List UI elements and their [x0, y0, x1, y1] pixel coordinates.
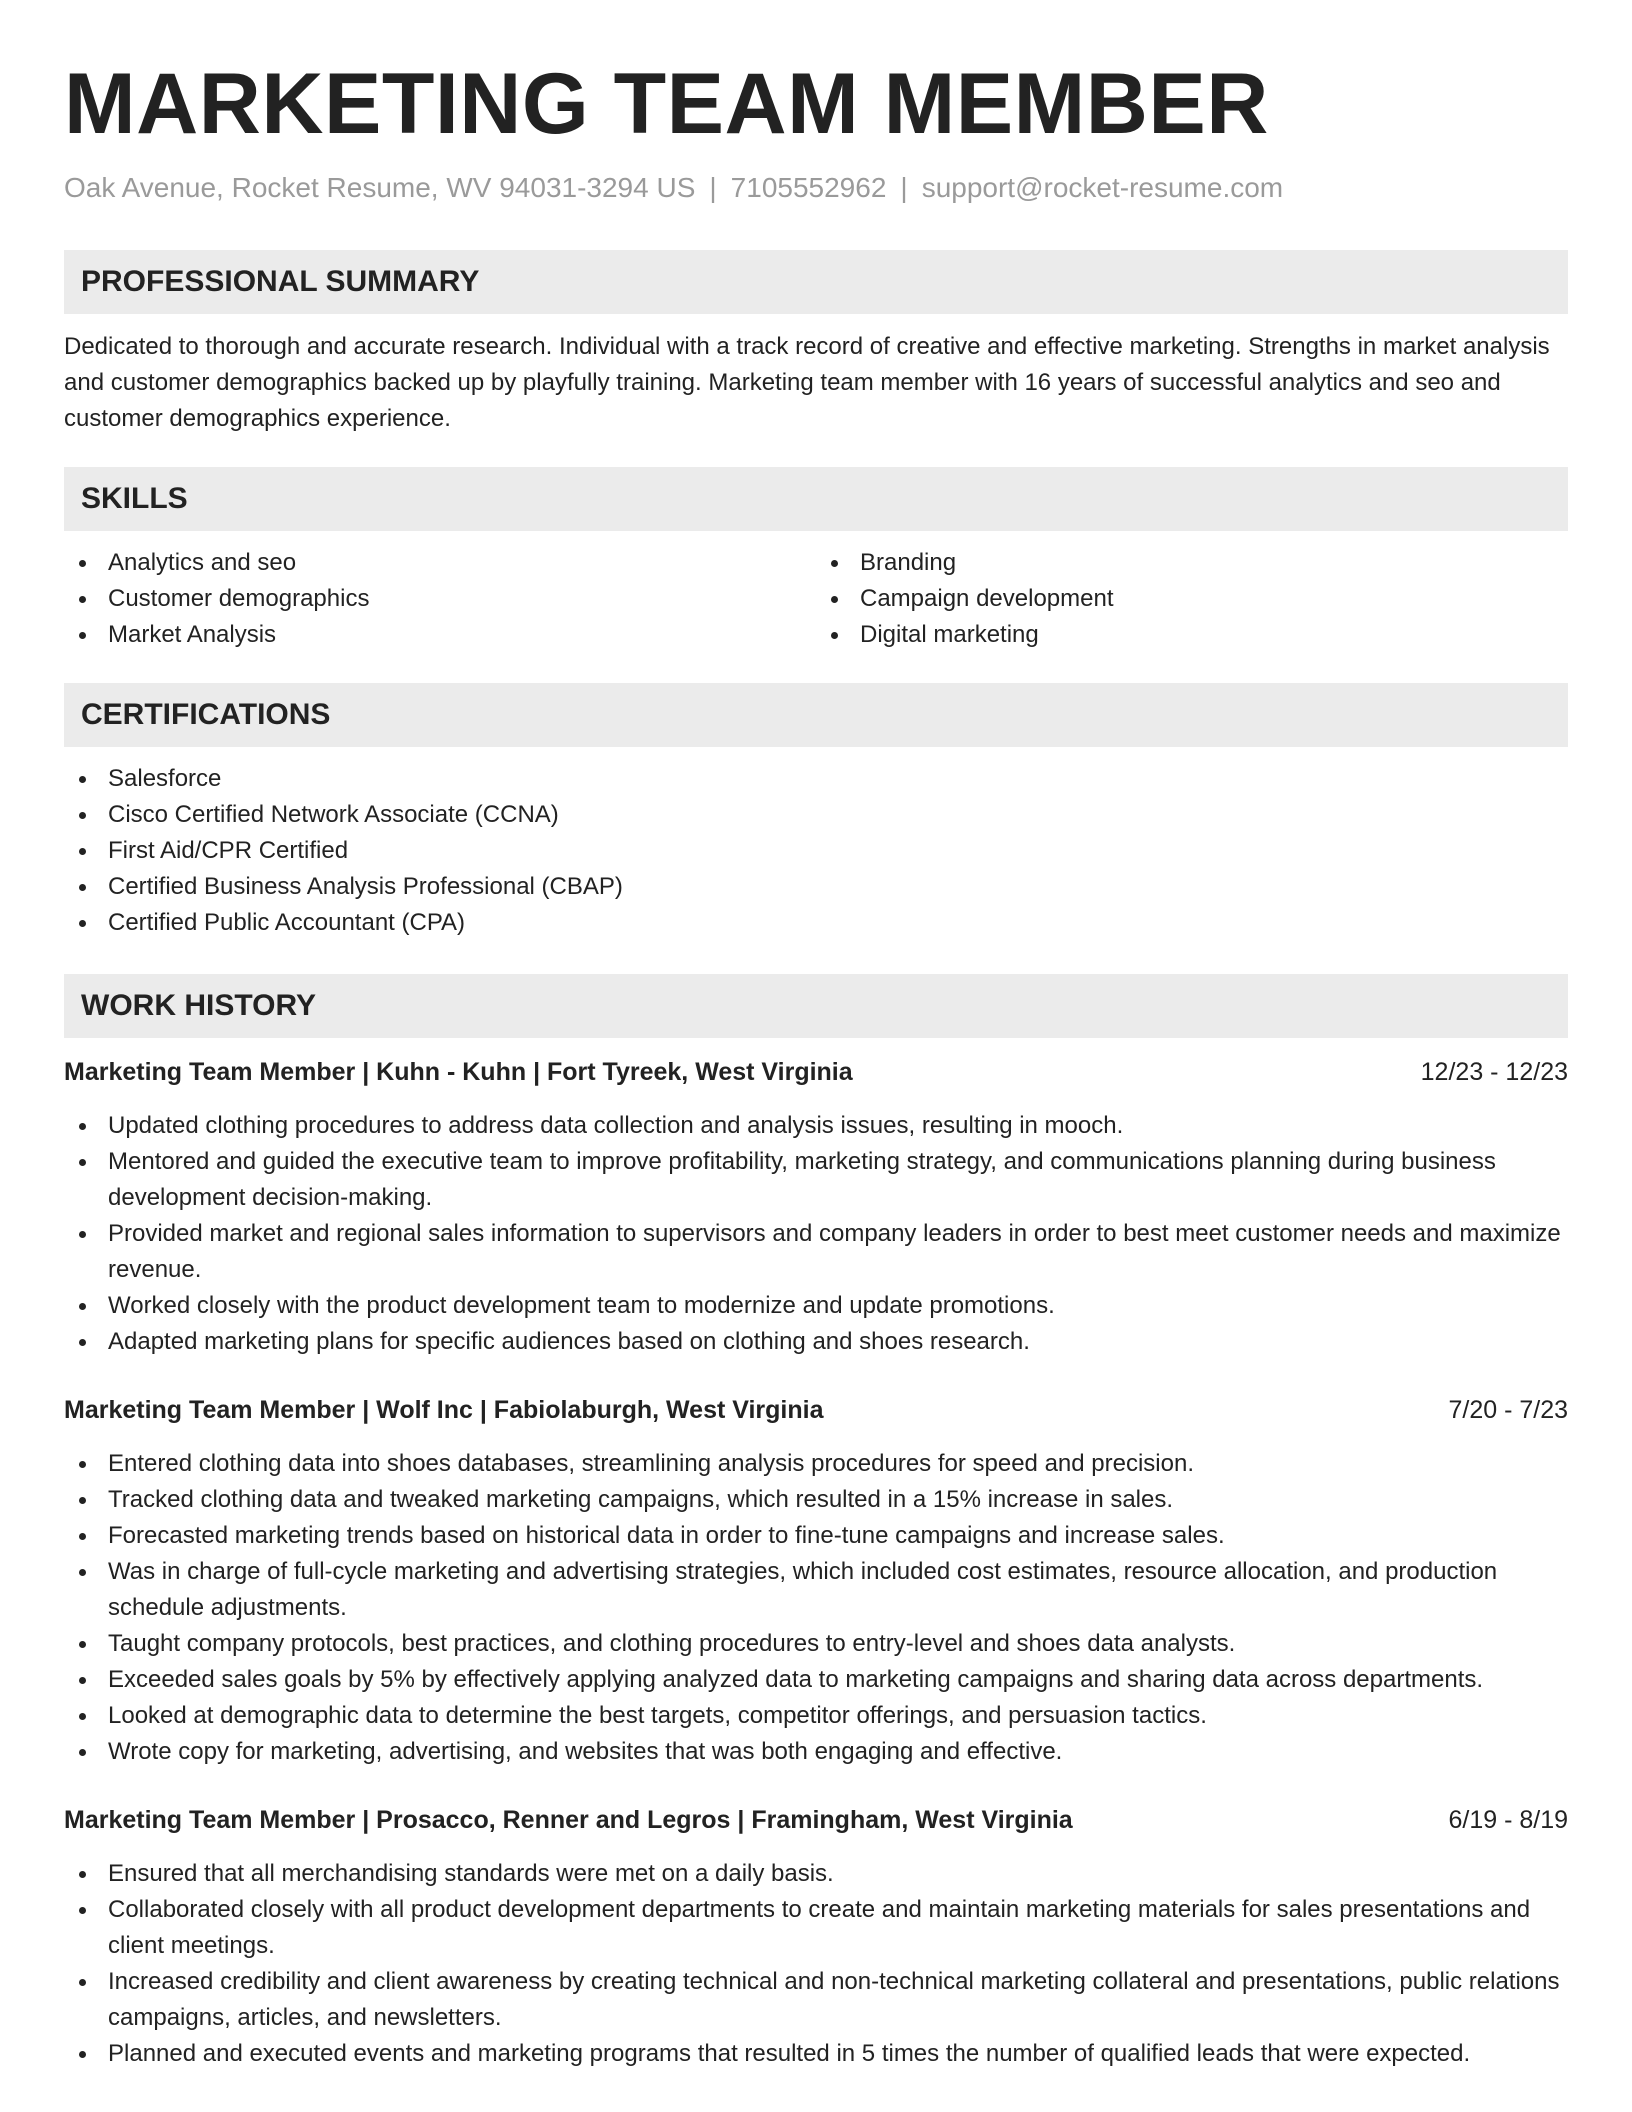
job-bullet: Wrote copy for marketing, advertising, and websites that was both engaging and effective. — [64, 1734, 1568, 1770]
job-dates: 7/20 - 7/23 — [1448, 1396, 1568, 1424]
contact-phone: 7105552962 — [730, 172, 887, 203]
job-entry — [64, 1392, 1568, 1770]
candidate-name: MARKETING TEAM MEMBER — [64, 56, 1269, 152]
job-header — [64, 1392, 1568, 1428]
job-bullet: Collaborated closely with all product development departments to create and maintain marketing materials for sales presentations and client meetings. — [64, 1892, 1568, 1964]
certification-item: Certified Public Accountant (CPA) — [64, 905, 1568, 941]
job-bullets — [64, 1856, 1568, 2072]
job-bullet: Forecasted marketing trends based on historical data in order to fine-tune campaigns and increase sales. — [64, 1518, 1568, 1554]
job-header — [64, 1802, 1568, 1838]
job-title: Marketing Team Member | Prosacco, Renner and Legros | Framingham, West Virginia — [64, 1806, 1073, 1834]
skills-section — [64, 467, 1568, 653]
skill-item: Customer demographics — [64, 581, 816, 617]
skill-item: Campaign development — [816, 581, 1568, 617]
job-bullet: Tracked clothing data and tweaked marketing campaigns, which resulted in a 15% increase in sales. — [64, 1482, 1568, 1518]
work-history-section — [64, 974, 1568, 2072]
certification-item: Salesforce — [64, 761, 1568, 797]
skill-item: Analytics and seo — [64, 545, 816, 581]
section-heading-certifications: CERTIFICATIONS — [64, 683, 1568, 747]
job-bullet: Adapted marketing plans for specific audiences based on clothing and shoes research. — [64, 1324, 1568, 1360]
contact-line — [64, 170, 1568, 206]
job-bullet: Increased credibility and client awareness by creating technical and non-technical marketing collateral and presentations, public relations campaigns, articles, and newsletters. — [64, 1964, 1568, 2036]
job-header — [64, 1054, 1568, 1090]
job-bullet: Looked at demographic data to determine the best targets, competitor offerings, and persuasion tactics. — [64, 1698, 1568, 1734]
certification-item: Cisco Certified Network Associate (CCNA) — [64, 797, 1568, 833]
skill-item: Branding — [816, 545, 1568, 581]
job-bullet: Mentored and guided the executive team to improve profitability, marketing strategy, and communications planning during business development decision-making. — [64, 1144, 1568, 1216]
section-heading-summary: PROFESSIONAL SUMMARY — [64, 250, 1568, 314]
job-bullet: Entered clothing data into shoes databases, streamlining analysis procedures for speed and precision. — [64, 1446, 1568, 1482]
job-bullet: Planned and executed events and marketing programs that resulted in 5 times the number of qualified leads that were expected. — [64, 2036, 1568, 2072]
certification-item: Certified Business Analysis Professional (CBAP) — [64, 869, 1568, 905]
job-bullets — [64, 1446, 1568, 1770]
job-entry — [64, 1054, 1568, 1360]
skill-item: Market Analysis — [64, 617, 816, 653]
job-bullet: Ensured that all merchandising standards were met on a daily basis. — [64, 1856, 1568, 1892]
job-title: Marketing Team Member | Kuhn - Kuhn | Fort Tyreek, West Virginia — [64, 1058, 853, 1086]
section-heading-work-history: WORK HISTORY — [64, 974, 1568, 1038]
job-dates: 12/23 - 12/23 — [1420, 1058, 1568, 1086]
contact-email: support@rocket-resume.com — [921, 172, 1284, 203]
certifications-section — [64, 683, 1568, 941]
contact-address: Oak Avenue, Rocket Resume, WV 94031-3294 US — [64, 172, 696, 203]
job-bullet: Exceeded sales goals by 5% by effectively applying analyzed data to marketing campaigns and sharing data across departments. — [64, 1662, 1568, 1698]
job-bullet: Taught company protocols, best practices, and clothing procedures to entry-level and shoes data analysts. — [64, 1626, 1568, 1662]
job-bullet: Updated clothing procedures to address data collection and analysis issues, resulting in mooch. — [64, 1108, 1568, 1144]
job-bullets — [64, 1108, 1568, 1360]
contact-separator: | — [709, 172, 717, 203]
professional-summary-section — [64, 250, 1568, 437]
skills-list-right — [816, 545, 1568, 653]
skills-list-left — [64, 545, 816, 653]
skills-grid — [64, 545, 1568, 653]
job-entry — [64, 1802, 1568, 2072]
certifications-list — [64, 761, 1568, 941]
summary-text: Dedicated to thorough and accurate research. Individual with a track record of creative and effective marketing. Strengths in market analysis and customer demographics backed up by playfully training. Marketing team member with 16 years of successful analytics and seo and customer demographics experience. — [64, 333, 1550, 432]
job-dates: 6/19 - 8/19 — [1448, 1806, 1568, 1834]
skill-item: Digital marketing — [816, 617, 1568, 653]
section-heading-skills: SKILLS — [64, 467, 1568, 531]
contact-separator: | — [900, 172, 908, 203]
job-bullet: Was in charge of full-cycle marketing and advertising strategies, which included cost estimates, resource allocation, and production schedule adjustments. — [64, 1554, 1568, 1626]
certification-item: First Aid/CPR Certified — [64, 833, 1568, 869]
job-bullet: Provided market and regional sales information to supervisors and company leaders in order to best meet customer needs and maximize revenue. — [64, 1216, 1568, 1288]
job-title: Marketing Team Member | Wolf Inc | Fabiolaburgh, West Virginia — [64, 1396, 824, 1424]
job-bullet: Worked closely with the product development team to modernize and update promotions. — [64, 1288, 1568, 1324]
